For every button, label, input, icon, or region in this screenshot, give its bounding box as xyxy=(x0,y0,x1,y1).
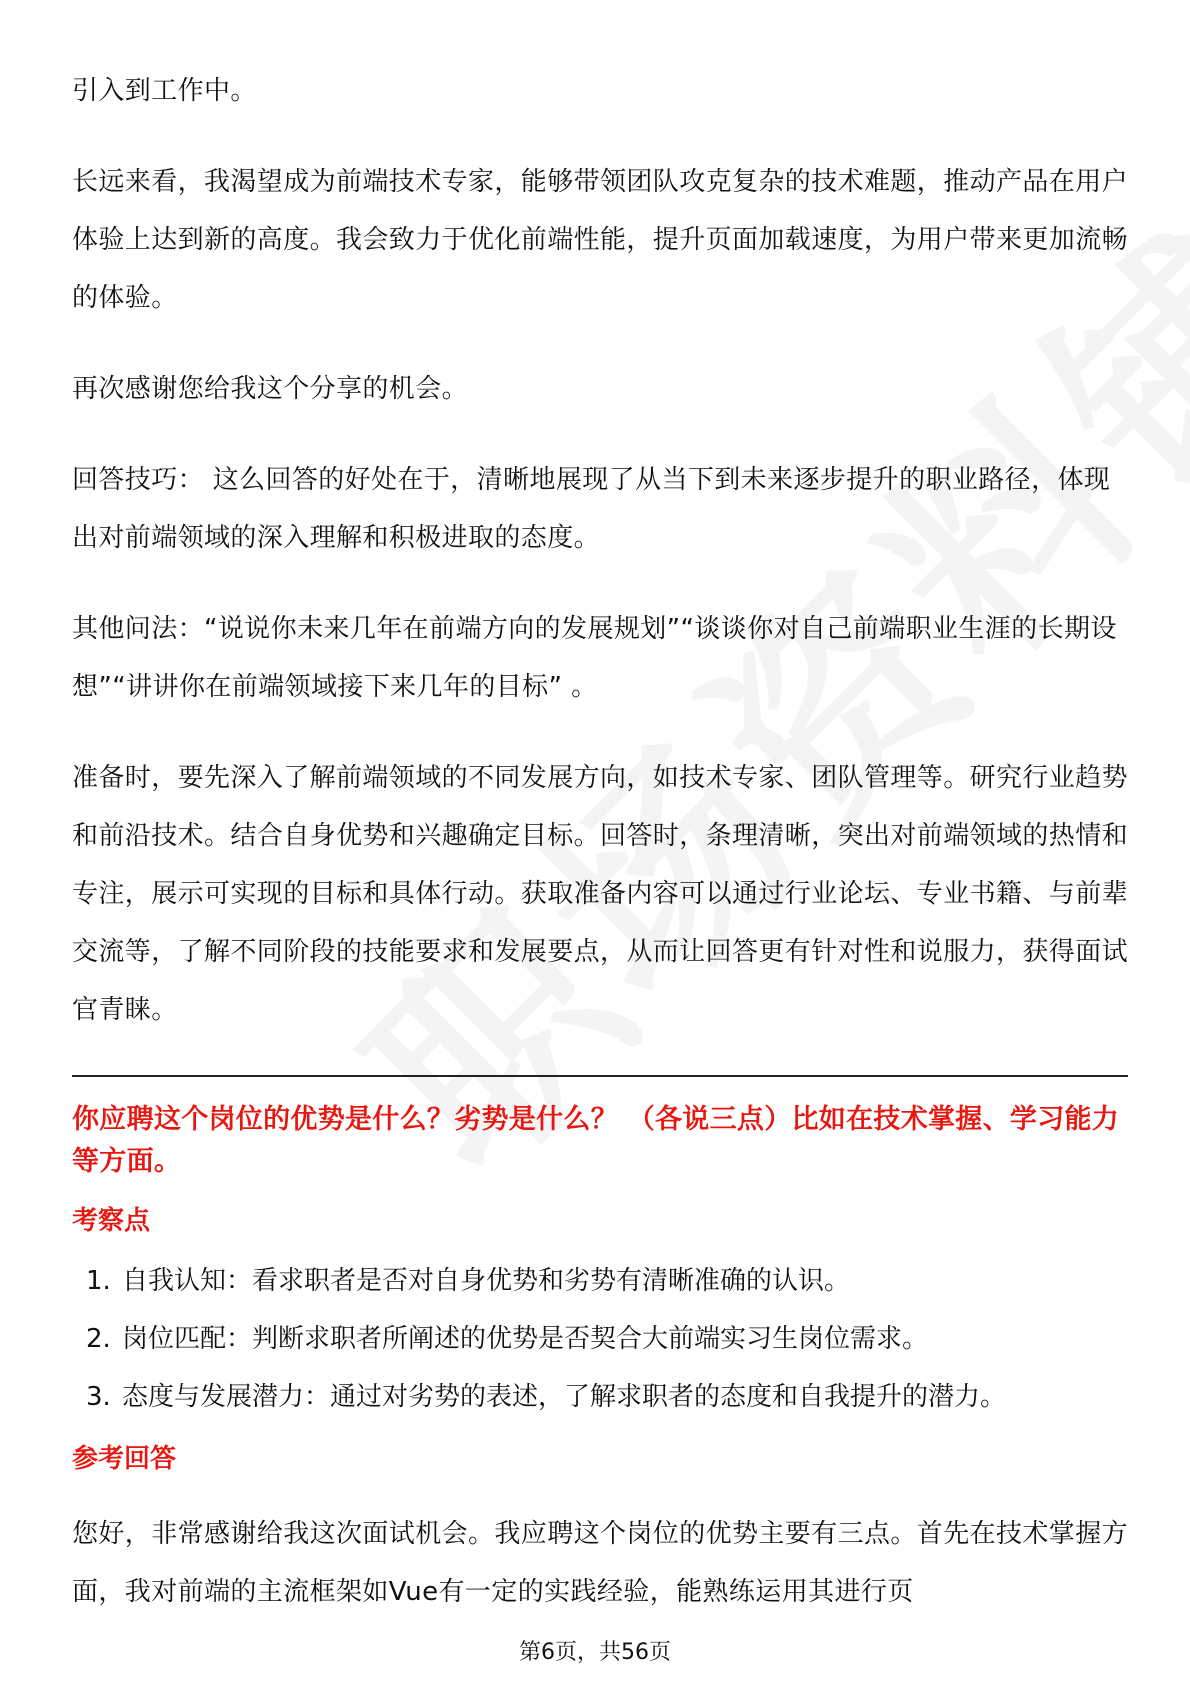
list-item-number: 3. xyxy=(86,1382,111,1412)
paragraph: 引入到工作中。 xyxy=(72,76,257,106)
key-points-heading: 考察点 xyxy=(72,1206,151,1236)
list-item-text: 岗位匹配：判断求职者所阐述的优势是否契合大前端实习生岗位需求。 xyxy=(122,1324,929,1354)
list-item-text: 自我认知：看求职者是否对自身优势和劣势有清晰准确的认识。 xyxy=(122,1266,851,1296)
list-item-text: 态度与发展潜力：通过对劣势的表述，了解求职者的态度和自我提升的潜力。 xyxy=(122,1382,1007,1412)
paragraph: 长远来看，我渴望成为前端技术专家，能够带领团队攻克复杂的技术难题，推动产品在用户体验上达到新的高度。我会致力于优化前端性能，提升页面加载速度，为用户带来更加流畅的体验。 xyxy=(72,167,1129,313)
section-divider xyxy=(72,1075,1128,1077)
alternative-questions-paragraph: 其他问法：“说说你未来几年在前端方向的发展规划”“谈谈你对自己前端职业生涯的长期设想”“讲讲你在前端领域接下来几年的目标” 。 xyxy=(72,614,1117,702)
page-footer: 第6页，共56页 xyxy=(519,1640,671,1665)
page-content xyxy=(72,62,1128,1654)
reference-answer-heading: 参考回答 xyxy=(72,1444,177,1474)
reference-answer-paragraph: 您好，非常感谢给我这次面试机会。我应聘这个岗位的优势主要有三点。首先在技术掌握方面，我对前端的主流框架如Vue有一定的实践经验，能熟练运用其进行页 xyxy=(72,1519,1129,1607)
answer-tips-paragraph: 回答技巧： 这么回答的好处在于，清晰地展现了从当下到未来逐步提升的职业路径，体现出对前端领域的深入理解和积极进取的态度。 xyxy=(72,465,1111,553)
preparation-paragraph: 准备时，要先深入了解前端领域的不同发展方向，如技术专家、团队管理等。研究行业趋势和前沿技术。结合自身优势和兴趣确定目标。回答时，条理清晰，突出对前端领域的热情和专注，展示可实现的目标和具体行动。获取准备内容可以通过行业论坛、专业书籍、与前辈交流等，了解不同阶段的技能要求和发展要点，从而让回答更有针对性和说服力，获得面试官青睐。 xyxy=(72,763,1129,1025)
list-item-number: 1. xyxy=(86,1266,111,1296)
key-points-list xyxy=(72,1263,1128,1415)
list-item xyxy=(72,1379,1128,1415)
list-item xyxy=(72,1321,1128,1357)
list-item-number: 2. xyxy=(86,1324,111,1354)
paragraph: 再次感谢您给我这个分享的机会。 xyxy=(72,374,469,404)
list-item xyxy=(72,1263,1128,1299)
question-title: 你应聘这个岗位的优势是什么？劣势是什么？ （各说三点）比如在技术掌握、学习能力等方面。 xyxy=(72,1104,1120,1177)
